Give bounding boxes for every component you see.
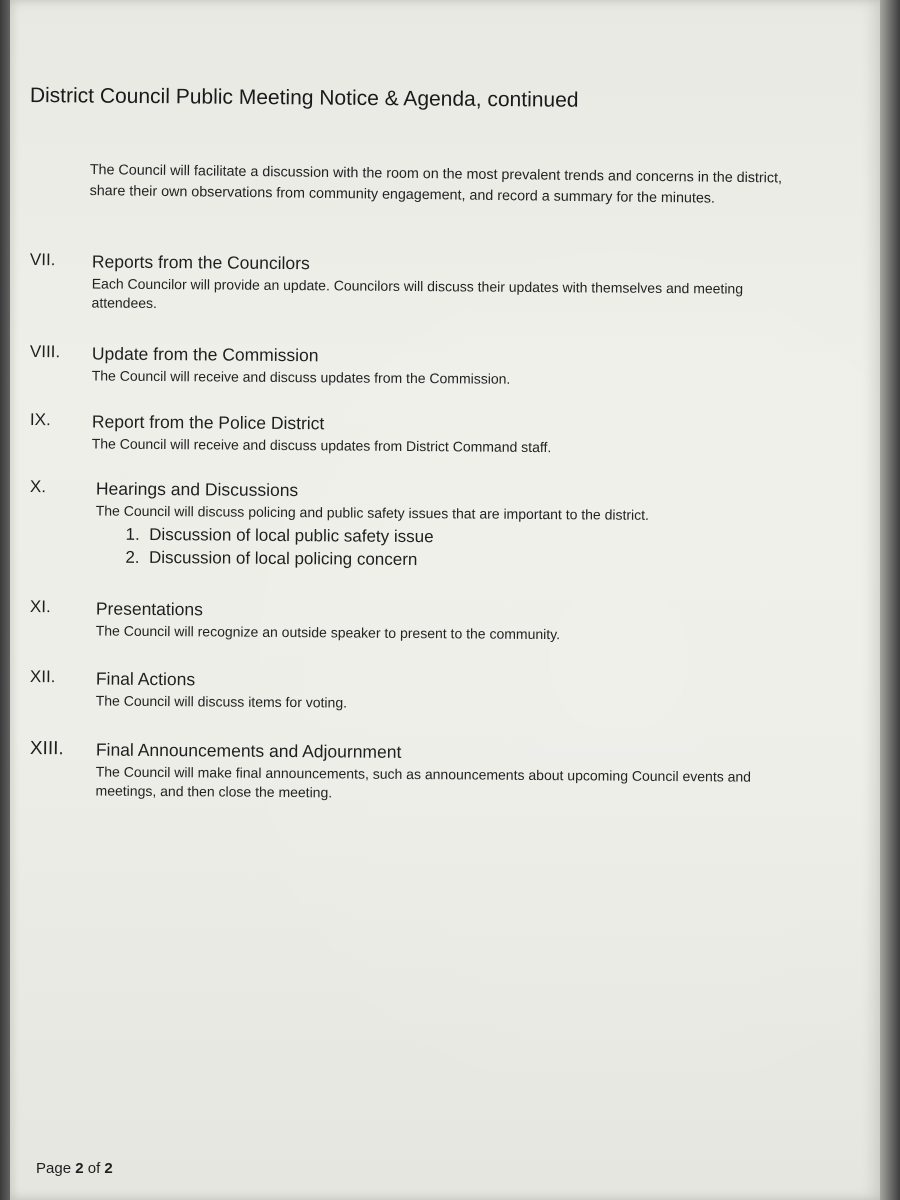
total-page-count: 2 bbox=[104, 1160, 113, 1177]
agenda-subitem bbox=[125, 546, 795, 574]
agenda-subitem-marker: 2. bbox=[125, 547, 140, 567]
of-word: of bbox=[87, 1160, 101, 1177]
agenda-item-heading: Hearings and Discussions bbox=[95, 478, 299, 501]
paper-sheet bbox=[10, 0, 880, 1200]
agenda-item-description: The Council will receive and discuss updates from the Commission. bbox=[91, 367, 511, 387]
agenda-item-heading: Reports from the Councilors bbox=[91, 251, 310, 274]
agenda-item-numeral: IX. bbox=[29, 410, 51, 430]
agenda-item-description: The Council will discuss policing and public safety issues that are important to the district. bbox=[95, 502, 650, 523]
agenda-item-numeral: VII. bbox=[29, 250, 56, 270]
agenda-item-description: The Council will discuss items for voting. bbox=[95, 692, 348, 711]
agenda-item-heading: Presentations bbox=[95, 598, 204, 620]
agenda-item-heading: Update from the Commission bbox=[91, 343, 319, 366]
agenda-item-x bbox=[29, 477, 810, 570]
agenda-item-heading: Final Actions bbox=[95, 668, 196, 690]
agenda-item-viii bbox=[29, 342, 810, 387]
agenda-item-vii bbox=[29, 250, 810, 311]
agenda-subitem-list bbox=[95, 523, 795, 574]
intro-paragraph: The Council will facilitate a discussion with the room on the most prevalent trends and concerns in the district, share their own observations from community engagement, and record a summary for the minutes. bbox=[89, 161, 783, 207]
agenda-subitem-text: Discussion of local public safety issue bbox=[149, 524, 434, 547]
agenda-item-heading: Final Announcements and Adjournment bbox=[95, 739, 402, 762]
agenda-item-heading: Report from the Police District bbox=[91, 411, 325, 434]
agenda-item-numeral: XIII. bbox=[29, 738, 64, 760]
agenda-item-xii bbox=[29, 667, 810, 711]
page-word: Page bbox=[36, 1160, 72, 1177]
page-number-footer bbox=[36, 1160, 113, 1177]
agenda-item-description: The Council will recognize an outside speaker to present to the community. bbox=[95, 622, 561, 643]
agenda-item-numeral: VIII. bbox=[29, 342, 61, 362]
agenda-item-numeral: X. bbox=[29, 477, 47, 497]
agenda-item-xiii bbox=[29, 738, 810, 801]
agenda-item-description: The Council will receive and discuss updates from District Command staff. bbox=[91, 435, 552, 456]
agenda-item-description: The Council will make final announcements, such as announcements about upcoming Council events and meetings, and then close the meeting. bbox=[95, 763, 752, 801]
agenda-subitem-text: Discussion of local policing concern bbox=[148, 547, 418, 570]
agenda-item-description: Each Councilor will provide an update. Councilors will discuss their updates with themselves and meeting attendees. bbox=[91, 275, 744, 311]
agenda-item-xi bbox=[29, 597, 810, 643]
agenda-subitem-marker: 1. bbox=[125, 524, 140, 544]
agenda-item-numeral: XI. bbox=[29, 597, 51, 617]
agenda-item-numeral: XII. bbox=[29, 667, 56, 687]
page-title: District Council Public Meeting Notice & Agenda, continued bbox=[29, 84, 579, 112]
agenda-item-ix bbox=[29, 410, 810, 456]
current-page-number: 2 bbox=[75, 1160, 84, 1177]
